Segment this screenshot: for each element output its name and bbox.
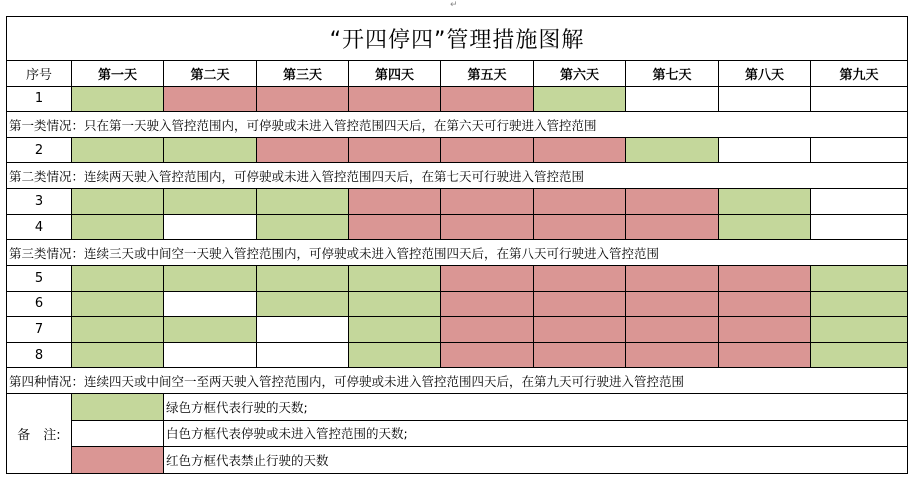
day-cell-red xyxy=(719,317,811,343)
day-cell-green xyxy=(164,317,257,343)
header-row xyxy=(7,61,908,87)
seq-number: 3 xyxy=(7,189,72,215)
day-cell-green xyxy=(811,342,908,368)
day-cell-white xyxy=(626,86,719,112)
day-cell-green xyxy=(349,342,441,368)
day-cell-green xyxy=(349,291,441,317)
day-cell-red xyxy=(534,317,626,343)
day-cell-red xyxy=(441,189,534,215)
day-cell-green xyxy=(257,291,349,317)
day-cell-green xyxy=(257,265,349,291)
day-cell-red xyxy=(719,265,811,291)
day-cell-green xyxy=(72,214,164,240)
day-cell-red xyxy=(534,214,626,240)
day-cell-green xyxy=(811,291,908,317)
seq-number: 8 xyxy=(7,342,72,368)
day-cell-green xyxy=(72,189,164,215)
day-cell-green xyxy=(72,265,164,291)
day-header: 第四天 xyxy=(349,61,441,87)
schedule-row xyxy=(7,189,908,215)
legend-row xyxy=(7,393,908,420)
day-cell-red xyxy=(441,137,534,163)
day-header: 第八天 xyxy=(719,61,811,87)
day-cell-green xyxy=(626,137,719,163)
case-note-row xyxy=(7,112,908,138)
schedule-row xyxy=(7,317,908,343)
day-cell-white xyxy=(811,214,908,240)
day-cell-green xyxy=(72,317,164,343)
seq-number: 1 xyxy=(7,86,72,112)
day-header: 第三天 xyxy=(257,61,349,87)
table-title: “开四停四”管理措施图解 xyxy=(7,17,908,61)
day-cell-red xyxy=(534,265,626,291)
case-note-row xyxy=(7,368,908,394)
schedule-row xyxy=(7,342,908,368)
day-cell-red xyxy=(349,137,441,163)
day-cell-green xyxy=(72,137,164,163)
day-cell-red xyxy=(534,137,626,163)
case-note-row xyxy=(7,240,908,266)
day-header: 第九天 xyxy=(811,61,908,87)
day-cell-red xyxy=(441,214,534,240)
schedule-row xyxy=(7,137,908,163)
day-cell-white xyxy=(811,189,908,215)
day-cell-green xyxy=(257,189,349,215)
day-cell-green xyxy=(534,86,626,112)
day-cell-red xyxy=(164,86,257,112)
day-cell-green xyxy=(164,265,257,291)
day-cell-green xyxy=(719,214,811,240)
day-cell-green xyxy=(719,189,811,215)
legend-swatch xyxy=(72,393,164,420)
schedule-row xyxy=(7,214,908,240)
day-cell-white xyxy=(811,137,908,163)
day-cell-green xyxy=(72,342,164,368)
day-cell-green xyxy=(349,317,441,343)
legend-swatch xyxy=(72,447,164,474)
legend-swatch xyxy=(72,420,164,447)
day-cell-green xyxy=(72,86,164,112)
day-cell-red xyxy=(534,291,626,317)
day-cell-red xyxy=(349,214,441,240)
day-cell-red xyxy=(534,342,626,368)
day-cell-red xyxy=(257,137,349,163)
paragraph-return-mark: ↵ xyxy=(450,0,458,10)
day-cell-red xyxy=(441,342,534,368)
legend-description: 绿色方框代表行驶的天数; xyxy=(164,393,908,420)
day-cell-white xyxy=(719,86,811,112)
legend-label: 备 注: xyxy=(7,393,72,473)
day-cell-green xyxy=(164,137,257,163)
day-cell-red xyxy=(719,291,811,317)
legend-row xyxy=(7,447,908,474)
seq-header: 序号 xyxy=(7,61,72,87)
day-cell-white xyxy=(257,317,349,343)
case-note-row xyxy=(7,163,908,189)
seq-number: 7 xyxy=(7,317,72,343)
day-cell-green xyxy=(811,317,908,343)
day-cell-green xyxy=(349,265,441,291)
day-cell-red xyxy=(441,265,534,291)
day-cell-red xyxy=(626,317,719,343)
legend-description: 白色方框代表停驶或未进入管控范围的天数; xyxy=(164,420,908,447)
day-cell-red xyxy=(441,291,534,317)
schedule-row xyxy=(7,265,908,291)
case-note: 第四种情况：连续四天或中间空一至两天驶入管控范围内，可停驶或未进入管控范围四天后，在第九天可行驶进入管控范围 xyxy=(7,368,908,394)
day-cell-red xyxy=(626,189,719,215)
seq-number: 6 xyxy=(7,291,72,317)
schedule-row xyxy=(7,291,908,317)
seq-number: 2 xyxy=(7,137,72,163)
seq-number: 4 xyxy=(7,214,72,240)
day-cell-white xyxy=(257,342,349,368)
seq-number: 5 xyxy=(7,265,72,291)
day-cell-white xyxy=(164,291,257,317)
day-cell-green xyxy=(164,189,257,215)
day-cell-green xyxy=(811,265,908,291)
day-cell-red xyxy=(349,86,441,112)
case-note: 第一类情况：只在第一天驶入管控范围内，可停驶或未进入管控范围四天后，在第六天可行驶进入管控范围 xyxy=(7,112,908,138)
day-cell-red xyxy=(349,189,441,215)
day-header: 第七天 xyxy=(626,61,719,87)
case-note: 第二类情况：连续两天驶入管控范围内，可停驶或未进入管控范围四天后，在第七天可行驶进入管控范围 xyxy=(7,163,908,189)
day-cell-red xyxy=(534,189,626,215)
day-cell-green xyxy=(72,291,164,317)
day-cell-white xyxy=(719,137,811,163)
day-header: 第二天 xyxy=(164,61,257,87)
case-note: 第三类情况：连续三天或中间空一天驶入管控范围内，可停驶或未进入管控范围四天后，在第八天可行驶进入管控范围 xyxy=(7,240,908,266)
day-cell-red xyxy=(441,86,534,112)
day-cell-red xyxy=(626,265,719,291)
day-cell-red xyxy=(257,86,349,112)
day-cell-red xyxy=(719,342,811,368)
legend-description: 红色方框代表禁止行驶的天数 xyxy=(164,447,908,474)
day-cell-red xyxy=(626,214,719,240)
legend-row xyxy=(7,420,908,447)
day-cell-red xyxy=(626,342,719,368)
open-four-stop-four-table xyxy=(6,16,908,474)
day-header: 第六天 xyxy=(534,61,626,87)
day-header: 第一天 xyxy=(72,61,164,87)
day-cell-white xyxy=(164,342,257,368)
day-cell-red xyxy=(441,317,534,343)
day-header: 第五天 xyxy=(441,61,534,87)
day-cell-white xyxy=(164,214,257,240)
day-cell-white xyxy=(811,86,908,112)
day-cell-red xyxy=(626,291,719,317)
day-cell-green xyxy=(257,214,349,240)
schedule-row xyxy=(7,86,908,112)
